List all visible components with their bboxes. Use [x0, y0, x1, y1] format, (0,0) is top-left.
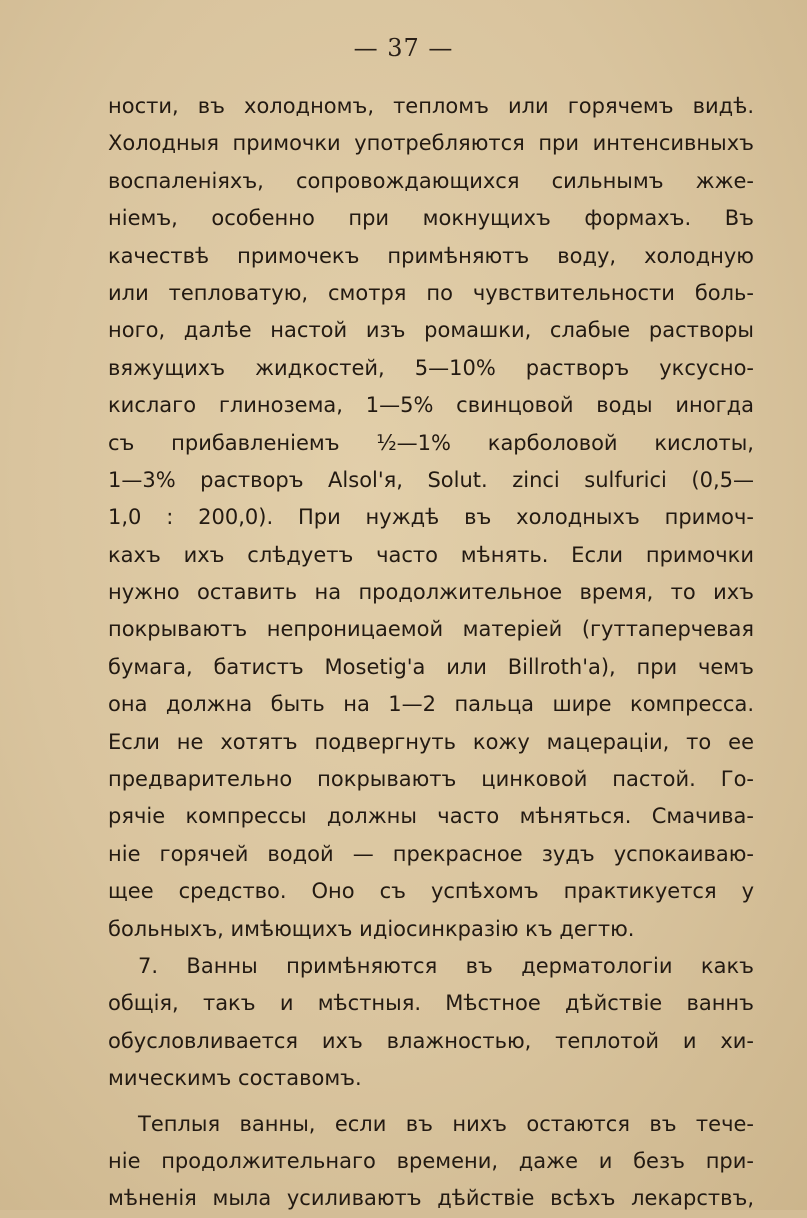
text-line: 1—3% растворъ Alsol'я, Solut. zinci sulfurici (0,5—: [108, 467, 754, 492]
paragraph: [108, 1106, 754, 1218]
paragraph: [108, 948, 754, 1098]
text-line: 1,0 : 200,0). При нуждѣ въ холодныхъ примоч-: [108, 505, 754, 530]
text-line: ного, далѣе настой изъ ромашки, слабые растворы: [108, 318, 754, 343]
text-line: нужно оставить на продолжительное время, то ихъ: [108, 580, 754, 605]
text-line: больныхъ, имѣющихъ идіосинкразію къ дегтю.: [108, 916, 635, 941]
text-line: Если не хотятъ подвергнуть кожу мацераціи, то ее: [108, 729, 754, 754]
text-line: вяжущихъ жидкостей, 5—10% растворъ уксусно-: [108, 355, 754, 380]
text-line: или тепловатую, смотря по чувствительности боль-: [108, 280, 754, 305]
paragraph: [108, 88, 754, 948]
body-text: [108, 88, 754, 1218]
text-line: покрываютъ непроницаемой матеріей (гуттаперчевая: [108, 617, 754, 642]
text-line: ніе продолжительнаго времени, даже и безъ при-: [108, 1148, 754, 1173]
text-line: качествѣ примочекъ примѣняютъ воду, холодную: [108, 243, 754, 268]
text-line: бумага, батистъ Mosetig'а или Billroth'а), при чемъ: [108, 654, 754, 679]
text-line: мическимъ составомъ.: [108, 1066, 362, 1091]
text-line: Теплыя ванны, если въ нихъ остаются въ тече-: [138, 1111, 754, 1136]
text-line: ности, въ холодномъ, тепломъ или горячемъ видѣ.: [108, 94, 754, 118]
text-line: общія, такъ и мѣстныя. Мѣстное дѣйствіе ваннъ: [108, 991, 754, 1016]
text-line: мѣненія мыла усиливаютъ дѣйствіе всѣхъ лекарствъ,: [108, 1186, 754, 1211]
text-line: кислаго глинозема, 1—5% свинцовой воды иногда: [108, 393, 754, 418]
page-number: — 37 —: [353, 34, 454, 62]
text-line: щее средство. Оно съ успѣхомъ практикуется у: [108, 879, 754, 904]
text-line: кахъ ихъ слѣдуетъ часто мѣнять. Если примочки: [108, 542, 754, 567]
text-line: ніе горячей водой — прекрасное зудъ успокаиваю-: [108, 841, 754, 866]
text-line: предварительно покрываютъ цинковой пастой. Го-: [108, 767, 754, 792]
text-line: воспаленіяхъ, сопровождающихся сильнымъ жже-: [108, 168, 754, 193]
text-line: она должна быть на 1—2 пальца шире компресса.: [108, 692, 754, 717]
text-line: ніемъ, особенно при мокнущихъ формахъ. Въ: [108, 206, 754, 231]
text-line: рячіе компрессы должны часто мѣняться. Смачива-: [108, 804, 754, 829]
text-line: съ прибавленіемъ ½—1% карболовой кислоты,: [108, 430, 754, 455]
text-line: обусловливается ихъ влажностью, теплотой и хи-: [108, 1028, 754, 1053]
text-line: 7. Ванны примѣняются въ дерматологіи какъ: [138, 953, 754, 978]
text-line: Холодныя примочки употребляются при интенсивныхъ: [108, 131, 754, 156]
